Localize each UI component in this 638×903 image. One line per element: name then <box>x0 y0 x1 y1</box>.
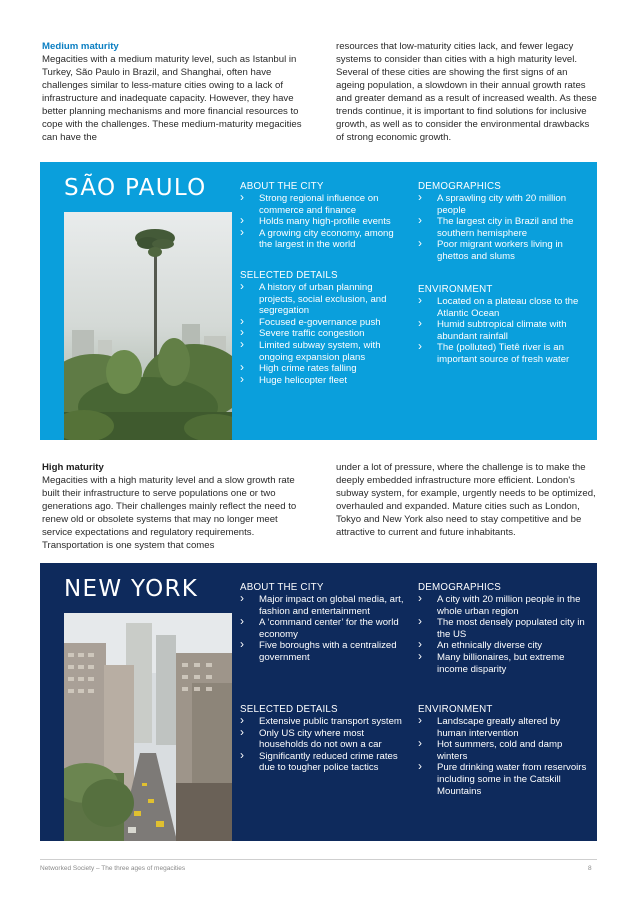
new-york-demographics-heading: DEMOGRAPHICS <box>418 582 501 593</box>
list-item: › A city with 20 million people in the whole urban region <box>418 594 588 617</box>
new-york-photo <box>64 613 232 841</box>
list-item: › Located on a plateau close to the Atlantic Ocean <box>418 296 588 319</box>
list-item: › High crime rates falling <box>240 363 405 375</box>
new-york-demographics-list <box>418 594 588 675</box>
list-item: › Landscape greatly altered by human intervention <box>418 716 588 739</box>
list-item: › The most densely populated city in the US <box>418 617 588 640</box>
new-york-about-list <box>240 594 405 664</box>
sao-paulo-title: SÃO PAULO <box>64 175 207 201</box>
medium-maturity-text-left: Megacities with a medium maturity level, such as Istanbul in Turkey, São Paulo in Brazil, and Shanghai, often have challenges similar to less-mature cities owing to a lack of infrastructure and inadequate capacity. However, they have better planning mechanisms and more financial resources to cope with the challenges. These medium-maturity megacities can have the <box>42 54 302 143</box>
list-item: › Significantly reduced crime rates due to tougher police tactics <box>240 751 405 774</box>
list-item: › Many billionaires, but extreme income disparity <box>418 652 588 675</box>
list-item: › A ‘command center’ for the world economy <box>240 617 405 640</box>
sao-paulo-environment-list <box>418 296 588 366</box>
medium-maturity-section <box>42 40 598 144</box>
list-item: › Extensive public transport system <box>240 716 405 728</box>
sao-paulo-details-list <box>240 282 405 386</box>
new-york-details-list <box>240 716 405 774</box>
list-item: › Poor migrant workers living in ghettos and slums <box>418 239 588 262</box>
sao-paulo-environment-heading: ENVIRONMENT <box>418 284 493 295</box>
sao-paulo-details-block <box>240 270 405 386</box>
list-item: › Severe traffic congestion <box>240 328 405 340</box>
new-york-title: NEW YORK <box>64 576 199 602</box>
high-maturity-right-column <box>336 461 598 552</box>
list-item: › Limited subway system, with ongoing expansion plans <box>240 340 405 363</box>
sao-paulo-panel <box>40 162 597 440</box>
list-item: › Hot summers, cold and damp winters <box>418 739 588 762</box>
list-item: › The (polluted) Tietê river is an important source of fresh water <box>418 342 588 365</box>
new-york-about-block <box>240 582 405 664</box>
sao-paulo-photo <box>64 212 232 440</box>
sao-paulo-demographics-block <box>418 181 588 263</box>
list-item: › Focused e-governance push <box>240 317 405 329</box>
new-york-environment-block <box>418 704 588 797</box>
new-york-about-heading: ABOUT THE CITY <box>240 582 324 593</box>
sao-paulo-about-block <box>240 181 405 251</box>
list-item: › Pure drinking water from reservoirs including some in the Catskill Mountains <box>418 762 588 797</box>
list-item: › Only US city where most households do not own a car <box>240 728 405 751</box>
sao-paulo-about-heading: ABOUT THE CITY <box>240 181 324 192</box>
high-maturity-text-right: under a lot of pressure, where the challenge is to make the deeply embedded infrastructure more efficient. London's subway system, for example, urgently needs to be optimized, overhauled and expanded. Mature cities such as London, Tokyo and New York also need to stay competitive and be attractive to current and future inhabitants. <box>336 462 596 538</box>
list-item: › A history of urban planning projects, social exclusion, and segregation <box>240 282 405 317</box>
sao-paulo-details-heading: SELECTED DETAILS <box>240 270 338 281</box>
medium-maturity-right-column <box>336 40 598 144</box>
high-maturity-text-left: Megacities with a high maturity level and a slow growth rate built their infrastructure to serve populations one or two generations ago. Their challenges mainly reflect the need to renew old or obsolete systems that may no longer meet service expectations and regulatory requirements. Transportation is one system that comes <box>42 475 297 551</box>
footer-divider <box>40 859 597 860</box>
list-item: › The largest city in Brazil and the southern hemisphere <box>418 216 588 239</box>
list-item: › Five boroughs with a centralized government <box>240 640 405 663</box>
page-number: 8 <box>588 865 592 872</box>
list-item: › A sprawling city with 20 million people <box>418 193 588 216</box>
new-york-details-heading: SELECTED DETAILS <box>240 704 338 715</box>
high-maturity-section <box>42 461 598 552</box>
medium-maturity-heading: Medium maturity <box>42 41 119 52</box>
new-york-environment-heading: ENVIRONMENT <box>418 704 493 715</box>
list-item: › Humid subtropical climate with abundant rainfall <box>418 319 588 342</box>
high-maturity-left-column <box>42 461 304 552</box>
new-york-demographics-block <box>418 582 588 675</box>
list-item: › Holds many high-profile events <box>240 216 405 228</box>
sao-paulo-demographics-list <box>418 193 588 263</box>
medium-maturity-left-column <box>42 40 304 144</box>
footer-title: Networked Society – The three ages of megacities <box>40 865 186 872</box>
list-item: › A growing city economy, among the largest in the world <box>240 228 405 251</box>
list-item: › Strong regional influence on commerce and finance <box>240 193 405 216</box>
sao-paulo-environment-block <box>418 284 588 366</box>
medium-maturity-text-right: resources that low-maturity cities lack, and fewer legacy systems to consider than cities with a high maturity level. Several of these cities are showing the first signs of an ageing population, a slowdown in their annual growth rates and greater demand as a result of increased wealth. As these trends continue, it is important to find solutions for inclusive growth, as well as to consider the environmental drawbacks of strong economic growth. <box>336 41 597 143</box>
new-york-environment-list <box>418 716 588 797</box>
new-york-panel <box>40 563 597 841</box>
list-item: › An ethnically diverse city <box>418 640 588 652</box>
list-item: › Major impact on global media, art, fashion and entertainment <box>240 594 405 617</box>
sao-paulo-about-list <box>240 193 405 251</box>
high-maturity-heading: High maturity <box>42 462 104 473</box>
new-york-details-block <box>240 704 405 774</box>
list-item: › Huge helicopter fleet <box>240 375 405 387</box>
sao-paulo-demographics-heading: DEMOGRAPHICS <box>418 181 501 192</box>
